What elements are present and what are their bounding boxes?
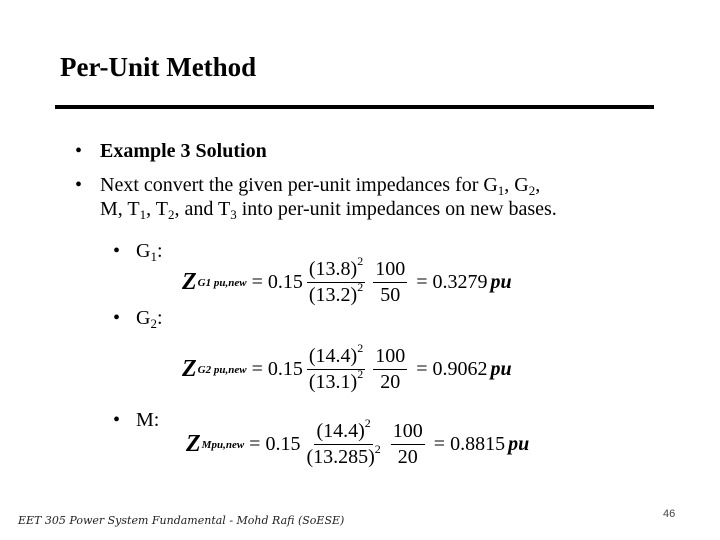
voltage-ratio [307, 341, 365, 394]
sub-bullet-g2: $G_2$: [136, 307, 163, 331]
numerator: 100 [373, 258, 407, 283]
bullet-example-heading: Example 3 Solution [100, 140, 267, 162]
z-subscript: G1 pu,new [197, 276, 247, 289]
coefficient: 0.15 [267, 271, 303, 293]
numerator: (14.4) [308, 345, 358, 367]
text: , and T [174, 198, 231, 220]
sub-bullet-g1: $G_1$: [136, 240, 163, 264]
coefficient: 0.15 [267, 358, 303, 380]
text: M, T [100, 198, 140, 220]
unit: pu [490, 271, 512, 293]
bullet-icon: • [113, 307, 121, 329]
power-ratio [391, 420, 425, 469]
result: 0.8815 [450, 433, 506, 455]
bullet-icon: • [75, 174, 83, 196]
exponent: 2 [374, 442, 381, 456]
equals: = [249, 433, 261, 455]
equals: = [251, 271, 263, 293]
footer-text: EET 305 Power System Fundamental - Mohd Rafi (SoESE) [18, 514, 345, 527]
equals: = [416, 271, 428, 293]
numerator: (13.8) [308, 258, 358, 280]
equation-g2 [182, 341, 512, 394]
text: G [136, 240, 151, 262]
result: 0.3279 [432, 271, 488, 293]
bullet-text-line2: M, $T_1$, $T_2$, and $T_3$ into per-unit impedances on new bases. [100, 198, 557, 222]
exponent: 2 [364, 416, 371, 430]
voltage-ratio [304, 416, 382, 469]
numerator: 100 [373, 345, 407, 370]
z-symbol: Z [182, 269, 197, 295]
exponent: 2 [357, 367, 364, 381]
slide-title: Per-Unit Method [60, 52, 257, 82]
title-divider [55, 105, 654, 109]
text: 2 [150, 316, 157, 331]
denominator: 20 [380, 371, 401, 393]
denominator: 20 [397, 446, 418, 468]
numerator: (14.4) [316, 420, 365, 442]
sub-bullet-m: M: [136, 409, 160, 431]
equals: = [433, 433, 446, 455]
text: , T [146, 198, 168, 220]
equals: = [251, 358, 263, 380]
numerator: 100 [391, 420, 425, 445]
denominator: (13.285) [306, 446, 375, 468]
bullet-icon: • [113, 409, 121, 431]
text: 1 [150, 249, 157, 264]
z-subscript: G2 pu,new [197, 363, 247, 376]
unit: pu [508, 433, 530, 455]
denominator: 50 [380, 284, 401, 306]
equation-m [186, 416, 530, 469]
power-ratio [373, 258, 407, 307]
z-symbol: Z [186, 431, 201, 457]
result: 0.9062 [432, 358, 488, 380]
denominator: (13.2) [308, 284, 358, 306]
text: G [136, 307, 151, 329]
exponent: 2 [357, 280, 364, 294]
voltage-ratio [307, 254, 365, 307]
power-ratio [373, 345, 407, 394]
bullet-icon: • [75, 140, 83, 162]
text: into per-unit impedances on new bases. [236, 198, 557, 220]
equation-g1 [182, 254, 512, 307]
denominator: (13.1) [308, 371, 358, 393]
text: Next convert the given per-unit impedances for G [100, 174, 498, 196]
exponent: 2 [357, 254, 364, 268]
z-symbol: Z [182, 356, 197, 382]
z-subscript: Mpu,new [201, 438, 245, 451]
bullet-icon: • [113, 240, 121, 262]
page-number: 46 [663, 508, 676, 520]
unit: pu [490, 358, 512, 380]
exponent: 2 [357, 341, 364, 355]
equals: = [416, 358, 428, 380]
coefficient: 0.15 [265, 433, 301, 455]
bullet-text-line1: Next convert the given per-unit impedances for $G_1$, $G_2$, [100, 174, 541, 198]
